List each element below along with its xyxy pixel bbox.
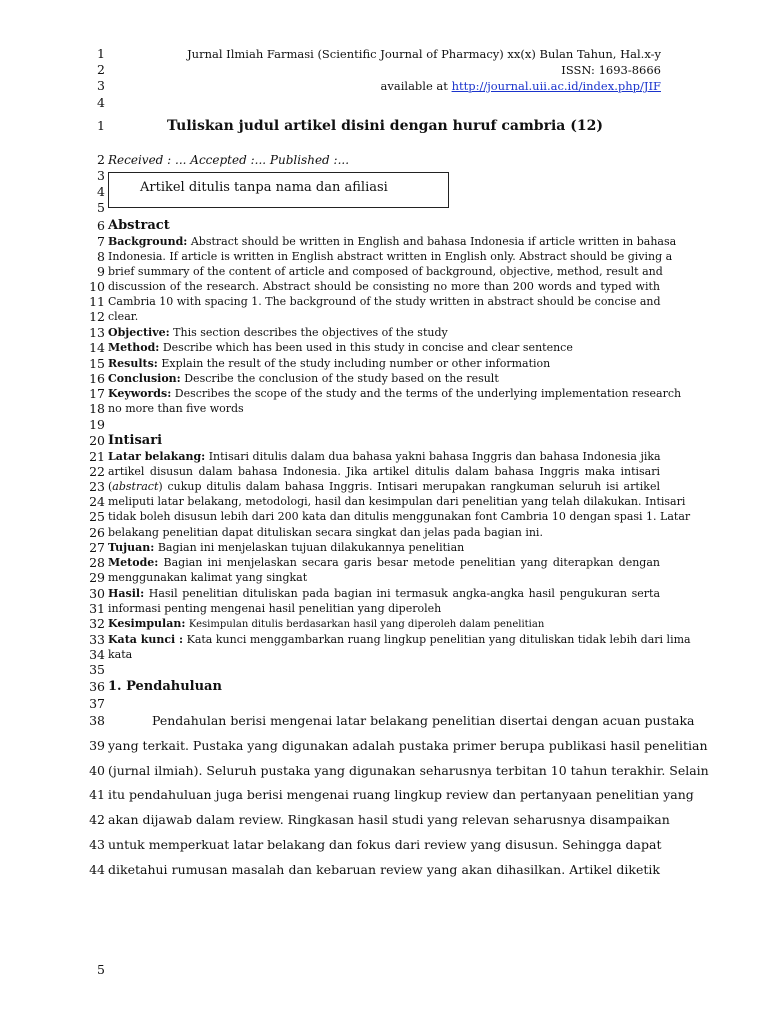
line-number: 3 bbox=[97, 168, 105, 183]
abstract-background: Cambria 10 with spacing 1. The background of the study written in abstract should be concise and bbox=[108, 295, 661, 308]
objective-label: Objective: bbox=[108, 326, 170, 339]
line-number: 21 bbox=[89, 449, 105, 464]
results-label: Results: bbox=[108, 357, 158, 370]
journal-url-link[interactable]: http://journal.uii.ac.id/index.php/JIF bbox=[451, 79, 661, 93]
keywords-label: Keywords: bbox=[108, 387, 172, 400]
kata-kunci-text: Kata kunci menggambarkan ruang lingkup penelitian yang dituliskan tidak lebih dari lima bbox=[186, 633, 691, 646]
line-number: 27 bbox=[89, 540, 105, 555]
line-number: 30 bbox=[89, 586, 105, 601]
pendahuluan-line: akan dijawab dalam review. Ringkasan hasil studi yang relevan seharusnya disampaikan bbox=[108, 812, 670, 827]
line-number: 44 bbox=[89, 862, 105, 877]
intisari-latar: tidak boleh disusun lebih dari 200 kata dan ditulis menggunakan font Cambria 10 dengan spasi 1. Latar bbox=[108, 510, 691, 523]
results-text: Explain the result of the study including number or other information bbox=[161, 357, 551, 370]
metode-label: Metode: bbox=[108, 556, 159, 569]
intisari-tujuan bbox=[108, 540, 660, 555]
line-number: 17 bbox=[89, 386, 105, 401]
tujuan-label: Tujuan: bbox=[108, 541, 155, 554]
intisari-kesimpulan bbox=[108, 616, 660, 632]
pendahuluan-line: yang terkait. Pustaka yang digunakan adalah pustaka primer berupa publikasi hasil penelitian bbox=[108, 738, 708, 753]
paren-open: ( bbox=[108, 480, 113, 493]
line-number: 28 bbox=[89, 555, 105, 570]
line-number: 42 bbox=[89, 812, 105, 827]
metode-text: Bagian ini menjelaskan secara garis besar metode penelitian yang diterapkan dengan bbox=[163, 556, 660, 569]
line-number: 15 bbox=[89, 356, 105, 371]
latar-text: Intisari ditulis dalam dua bahasa yakni bahasa Inggris dan bahasa Indonesia jika bbox=[208, 450, 661, 463]
kata-kunci-label: Kata kunci : bbox=[108, 633, 184, 646]
line-number: 7 bbox=[97, 234, 105, 249]
line-number: 34 bbox=[89, 647, 105, 662]
line-number: 20 bbox=[89, 433, 105, 448]
kesimpulan-text: Kesimpulan ditulis berdasarkan hasil yang diperoleh dalam penelitian bbox=[188, 619, 545, 630]
line-number: 14 bbox=[89, 340, 105, 355]
article-title: Tuliskan judul artikel disini dengan huruf cambria (12) bbox=[167, 118, 603, 134]
abstract-italic: abstract bbox=[112, 480, 159, 493]
line-number: 29 bbox=[89, 570, 105, 585]
background-label: Background: bbox=[108, 235, 188, 248]
page-number: 5 bbox=[97, 962, 105, 977]
pendahuluan-line: (jurnal ilmiah). Seluruh pustaka yang digunakan seharusnya terbitan 10 tahun terakhir. Selain bbox=[108, 763, 709, 778]
intisari-metode bbox=[108, 555, 660, 570]
availability-line bbox=[381, 78, 662, 94]
pendahuluan-heading: 1. Pendahuluan bbox=[108, 679, 222, 694]
intisari-latar: artikel disusun dalam bahasa Indonesia. Jika artikel ditulis dalam bahasa Inggris maka intisari bbox=[108, 465, 660, 478]
line-number: 11 bbox=[89, 294, 105, 309]
intisari-latar: meliputi latar belakang, metodologi, hasil dan kesimpulan dari penelitian yang telah dilakukan. Intisari bbox=[108, 495, 686, 508]
abstract-objective bbox=[108, 325, 660, 340]
line-number: 36 bbox=[89, 679, 105, 694]
line-number: 5 bbox=[97, 200, 105, 215]
tujuan-text: Bagian ini menjelaskan tujuan dilakukannya penelitian bbox=[157, 541, 465, 554]
pendahuluan-line: untuk memperkuat latar belakang dan fokus dari review yang disusun. Sehingga dapat bbox=[108, 837, 662, 852]
intisari-hasil bbox=[108, 586, 660, 601]
conclusion-text: Describe the conclusion of the study based on the result bbox=[184, 372, 499, 385]
abstract-background: clear. bbox=[108, 310, 139, 323]
line-number: 38 bbox=[89, 713, 105, 728]
line-number: 25 bbox=[89, 509, 105, 524]
line-number: 4 bbox=[97, 95, 105, 110]
intisari-kata-kunci bbox=[108, 632, 691, 647]
pendahuluan-line: diketahui rumusan masalah dan kebaruan review yang akan dihasilkan. Artikel diketik bbox=[108, 862, 660, 877]
keywords-text: Describes the scope of the study and the terms of the underlying implementation research bbox=[174, 387, 682, 400]
line-number: 23 bbox=[89, 479, 105, 494]
method-label: Method: bbox=[108, 341, 160, 354]
pendahuluan-line: itu pendahuluan juga berisi mengenai ruang lingkup review dan pertanyaan penelitian yang bbox=[108, 787, 694, 802]
line-number: 18 bbox=[89, 401, 105, 416]
hasil-label: Hasil: bbox=[108, 587, 145, 600]
abstract-background bbox=[108, 234, 677, 249]
line-number: 41 bbox=[89, 787, 105, 802]
line-number: 26 bbox=[89, 525, 105, 540]
journal-header: Jurnal Ilmiah Farmasi (Scientific Journal of Pharmacy) xx(x) Bulan Tahun, Hal.x-y bbox=[187, 47, 661, 61]
line-number: 24 bbox=[89, 494, 105, 509]
objective-text: This section describes the objectives of the study bbox=[173, 326, 448, 339]
intisari-metode: menggunakan kalimat yang singkat bbox=[108, 571, 308, 584]
line-number: 2 bbox=[97, 62, 105, 77]
issn-line: ISSN: 1693-8666 bbox=[561, 63, 661, 77]
method-text: Describe which has been used in this study in concise and clear sentence bbox=[162, 341, 573, 354]
line-number: 1 bbox=[97, 46, 105, 61]
latar-text: ) cukup ditulis dalam bahasa Inggris. Intisari merupakan rangkuman seluruh isi artikel bbox=[158, 480, 660, 493]
line-number: 1 bbox=[97, 118, 105, 133]
available-prefix: available at bbox=[380, 79, 452, 93]
abstract-keywords bbox=[108, 386, 682, 401]
line-number: 6 bbox=[97, 218, 105, 233]
line-number: 37 bbox=[89, 696, 105, 711]
line-number: 22 bbox=[89, 464, 105, 479]
intisari-latar: belakang penelitian dapat dituliskan secara singkat dan jelas pada bagian ini. bbox=[108, 526, 543, 539]
line-number: 43 bbox=[89, 837, 105, 852]
line-number: 2 bbox=[97, 152, 105, 167]
line-number: 13 bbox=[89, 325, 105, 340]
line-number: 31 bbox=[89, 601, 105, 616]
abstract-background: discussion of the research. Abstract should be consisting no more than 200 words and typed with bbox=[108, 280, 660, 293]
line-number: 3 bbox=[97, 78, 105, 93]
pendahuluan-line: Pendahulan berisi mengenai latar belakang penelitian disertai dengan acuan pustaka bbox=[152, 713, 695, 728]
line-number: 35 bbox=[89, 662, 105, 677]
abstract-conclusion bbox=[108, 371, 660, 386]
abstract-keywords: no more than five words bbox=[108, 402, 244, 415]
line-number: 10 bbox=[89, 279, 105, 294]
line-number: 39 bbox=[89, 738, 105, 753]
intisari-latar bbox=[108, 479, 660, 494]
line-number: 33 bbox=[89, 632, 105, 647]
latar-label: Latar belakang: bbox=[108, 450, 206, 463]
intisari-hasil: informasi penting mengenai hasil penelitian yang diperoleh bbox=[108, 602, 442, 615]
hasil-text: Hasil penelitian dituliskan pada bagian ini termasuk angka-angka hasil pengukuran serta bbox=[148, 587, 660, 600]
abstract-background: Indonesia. If article is written in English abstract written in English only. Abstract should be giving a bbox=[108, 250, 673, 263]
author-box-text: Artikel ditulis tanpa nama dan afiliasi bbox=[140, 180, 388, 195]
intisari-latar bbox=[108, 449, 660, 464]
line-number: 19 bbox=[89, 417, 105, 432]
intisari-heading: Intisari bbox=[108, 433, 163, 448]
line-number: 9 bbox=[97, 264, 105, 279]
line-number: 32 bbox=[89, 616, 105, 631]
abstract-heading: Abstract bbox=[108, 218, 170, 233]
intisari-kata-kunci: kata bbox=[108, 648, 133, 661]
received-dates: Received : ... Accepted :... Published :... bbox=[108, 153, 350, 167]
line-number: 8 bbox=[97, 249, 105, 264]
background-text: Abstract should be written in English and bahasa Indonesia if article written in bahasa bbox=[190, 235, 677, 248]
line-number: 12 bbox=[89, 309, 105, 324]
abstract-method bbox=[108, 340, 660, 355]
abstract-results bbox=[108, 356, 660, 371]
line-number: 40 bbox=[89, 763, 105, 778]
line-number: 4 bbox=[97, 184, 105, 199]
kesimpulan-label: Kesimpulan: bbox=[108, 617, 186, 630]
abstract-background: brief summary of the content of article and composed of background, objective, method, result and bbox=[108, 265, 663, 278]
conclusion-label: Conclusion: bbox=[108, 372, 181, 385]
line-number: 16 bbox=[89, 371, 105, 386]
